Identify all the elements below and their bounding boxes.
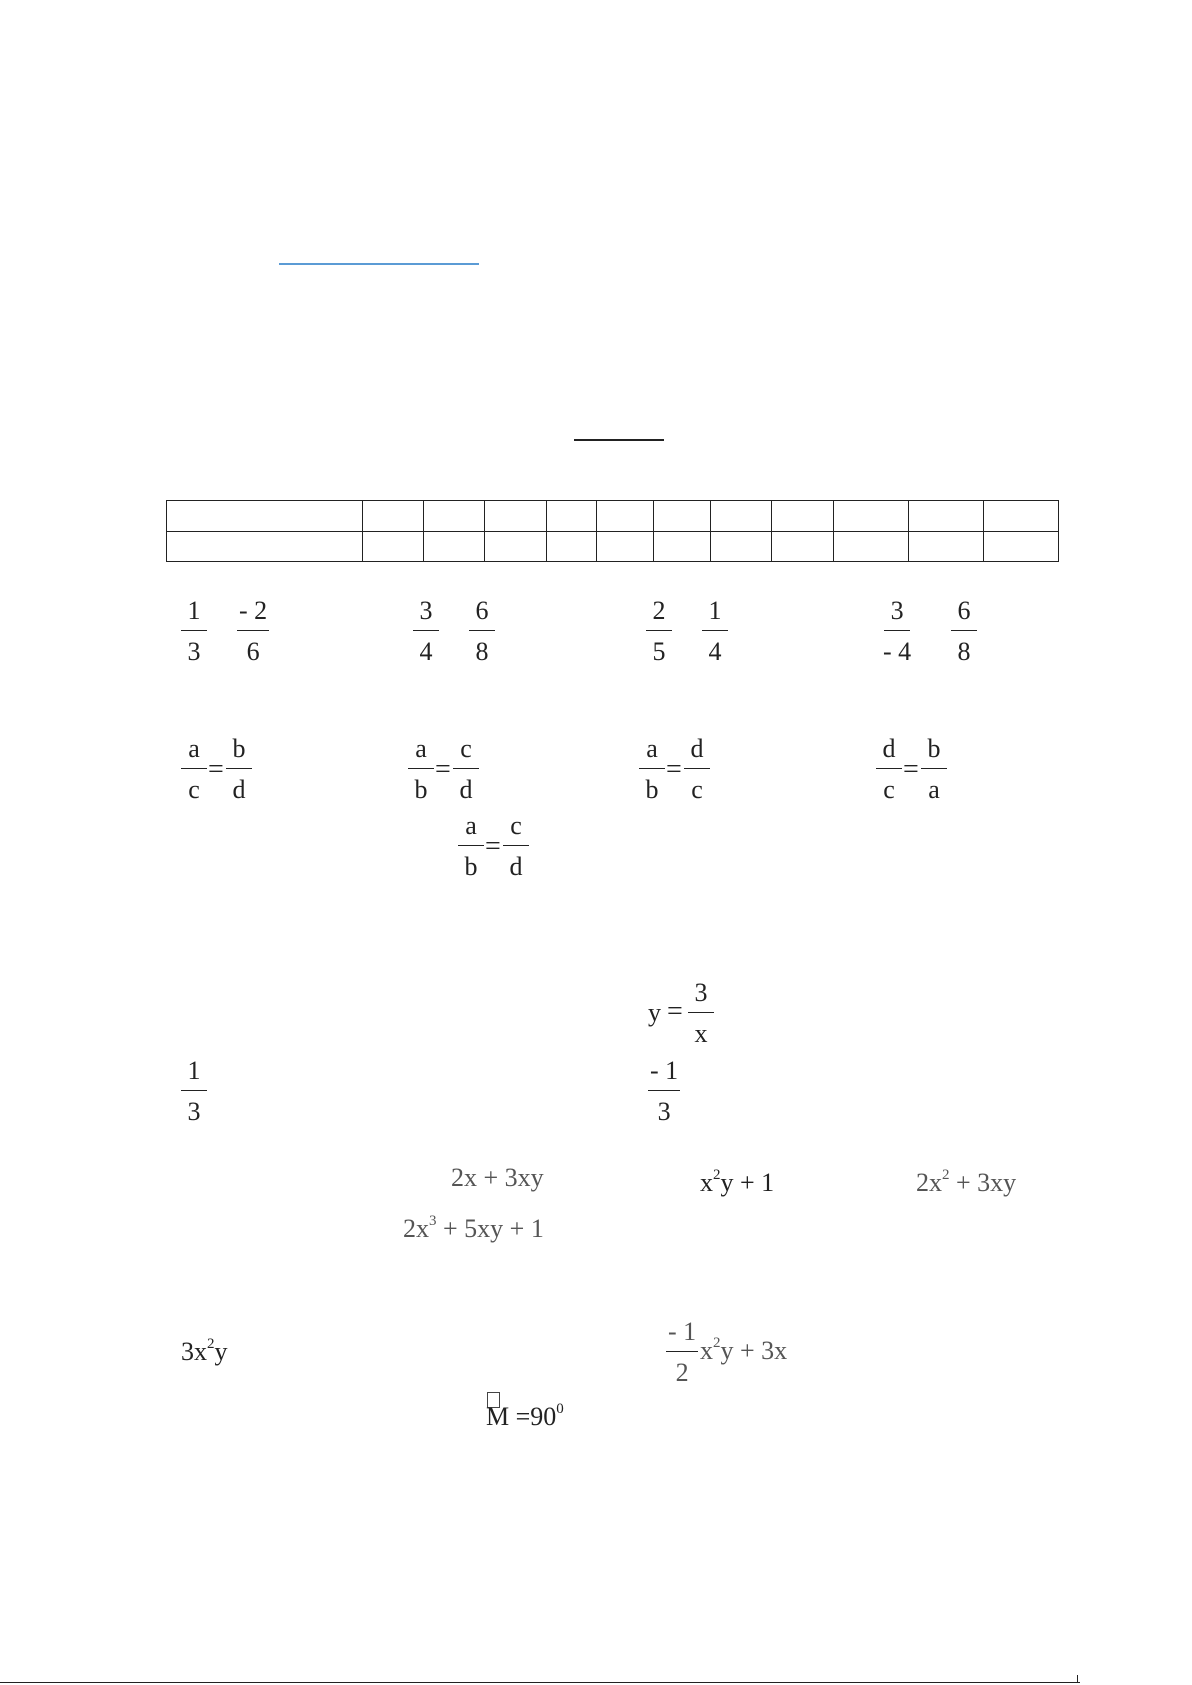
proportion-right (684, 736, 710, 803)
denominator: b (414, 775, 428, 804)
denominator: 3 (187, 637, 201, 666)
table-cell[interactable] (710, 501, 771, 532)
function-fraction (688, 980, 714, 1047)
mono-exponent: 2 (207, 1336, 215, 1352)
denominator: 6 (246, 637, 260, 666)
denominator: d (459, 775, 473, 804)
denominator: d (509, 852, 523, 881)
expr-rest: y + 3x (720, 1336, 788, 1365)
fraction (951, 598, 977, 665)
polynomial-3 (916, 1168, 1016, 1196)
proportion-left (458, 813, 484, 880)
numerator: 1 (181, 598, 207, 631)
mono-base: 3x (181, 1337, 207, 1366)
poly-base: x (700, 1168, 713, 1197)
denominator: - 4 (883, 637, 912, 666)
proportion-right (453, 736, 479, 803)
table-cell[interactable] (983, 501, 1058, 532)
numerator: 3 (688, 980, 714, 1013)
table-cell[interactable] (485, 531, 546, 562)
table-cell[interactable] (546, 501, 596, 532)
numerator: c (453, 736, 479, 769)
poly-rest: + 3xy (949, 1168, 1017, 1197)
expr-base: x (700, 1336, 713, 1365)
table-cell[interactable] (983, 531, 1058, 562)
numerator: d (876, 736, 902, 769)
table-cell[interactable] (772, 501, 833, 532)
table-cell[interactable] (362, 501, 423, 532)
proportion-left (181, 736, 207, 803)
denominator: 3 (657, 1097, 671, 1126)
angle-value: =90 (509, 1402, 557, 1431)
numerator: - 1 (666, 1319, 698, 1352)
equals-sign: = (666, 754, 682, 785)
table-row (167, 501, 1059, 532)
denominator: c (883, 775, 895, 804)
numerator: 2 (646, 598, 672, 631)
table-cell[interactable] (653, 501, 710, 532)
numerator: c (503, 813, 529, 846)
numerator: a (639, 736, 665, 769)
equals-sign: = (208, 754, 224, 785)
denominator: 4 (419, 637, 433, 666)
table-cell[interactable] (833, 531, 908, 562)
equals-sign: = (485, 831, 501, 862)
numerator: 6 (469, 598, 495, 631)
numerator: - 1 (648, 1058, 680, 1091)
table-cell[interactable] (167, 501, 363, 532)
fraction (648, 1058, 680, 1125)
table-cell[interactable] (908, 501, 983, 532)
numerator: 3 (884, 598, 910, 631)
numerator: 3 (413, 598, 439, 631)
poly-rest: + 5xy + 1 (436, 1214, 544, 1243)
numerator: b (226, 736, 252, 769)
proportion-left (876, 736, 902, 803)
poly-base: 2x (403, 1214, 429, 1243)
equals-sign: = (667, 996, 683, 1027)
expr-exponent: 2 (713, 1335, 721, 1351)
denominator: 4 (708, 637, 722, 666)
table-cell[interactable] (167, 531, 363, 562)
fraction (181, 1058, 207, 1125)
mono-rest: y (214, 1337, 228, 1366)
polynomial-2 (700, 1168, 774, 1196)
table-cell[interactable] (908, 531, 983, 562)
numerator: a (181, 736, 207, 769)
angle-expression (486, 1402, 564, 1430)
fraction (646, 598, 672, 665)
proportion-left (639, 736, 665, 803)
numerator: d (684, 736, 710, 769)
proportion-left (408, 736, 434, 803)
poly-base: 2x (916, 1168, 942, 1197)
poly-rest: y + 1 (720, 1168, 775, 1197)
proportion-right (921, 736, 947, 803)
numerator: a (458, 813, 484, 846)
polynomial-4 (403, 1214, 544, 1242)
poly-exponent: 3 (429, 1213, 437, 1229)
fraction (883, 598, 911, 665)
numerator: 1 (702, 598, 728, 631)
coefficient-fraction (666, 1319, 698, 1386)
fraction (469, 598, 495, 665)
page-bottom-rule (0, 1682, 1080, 1683)
denominator: x (694, 1019, 708, 1048)
table-cell[interactable] (424, 531, 485, 562)
equals-sign: = (435, 754, 451, 785)
title-underline (574, 439, 664, 441)
denominator: a (928, 775, 940, 804)
table-cell[interactable] (596, 531, 653, 562)
table-cell[interactable] (546, 531, 596, 562)
poly-exponent: 2 (942, 1167, 950, 1183)
angle-degree: 0 (556, 1401, 564, 1417)
table-cell[interactable] (424, 501, 485, 532)
numerator: - 2 (237, 598, 269, 631)
poly-exponent: 2 (713, 1167, 721, 1183)
numerator: a (408, 736, 434, 769)
table-cell[interactable] (833, 501, 908, 532)
angle-symbol: M (486, 1402, 510, 1431)
numerator: 6 (951, 598, 977, 631)
numerator: b (921, 736, 947, 769)
fraction (237, 598, 269, 665)
denominator: 3 (187, 1097, 201, 1126)
equals-sign: = (903, 754, 919, 785)
denominator: c (691, 775, 703, 804)
table-cell[interactable] (772, 531, 833, 562)
proportion-right (503, 813, 529, 880)
fraction (702, 598, 728, 665)
expression-tail (700, 1336, 787, 1364)
numerator: 1 (181, 1058, 207, 1091)
table-cell[interactable] (710, 531, 771, 562)
link-underline[interactable] (279, 263, 479, 265)
table-cell[interactable] (596, 501, 653, 532)
denominator: b (464, 852, 478, 881)
proportion-right (226, 736, 252, 803)
table-cell[interactable] (362, 531, 423, 562)
denominator: c (188, 775, 200, 804)
polynomial-1: 2x + 3xy (451, 1163, 544, 1192)
denominator: 2 (675, 1358, 689, 1387)
denominator: b (645, 775, 659, 804)
table-cell[interactable] (485, 501, 546, 532)
denominator: 5 (652, 637, 666, 666)
fraction (413, 598, 439, 665)
fraction (181, 598, 207, 665)
answer-table (166, 500, 1059, 562)
table-cell[interactable] (653, 531, 710, 562)
monomial (181, 1337, 228, 1365)
denominator: 8 (957, 637, 971, 666)
page-bottom-tick (1077, 1675, 1078, 1683)
function-lhs: y (648, 998, 661, 1027)
table-row (167, 531, 1059, 562)
denominator: 8 (475, 637, 489, 666)
denominator: d (232, 775, 246, 804)
